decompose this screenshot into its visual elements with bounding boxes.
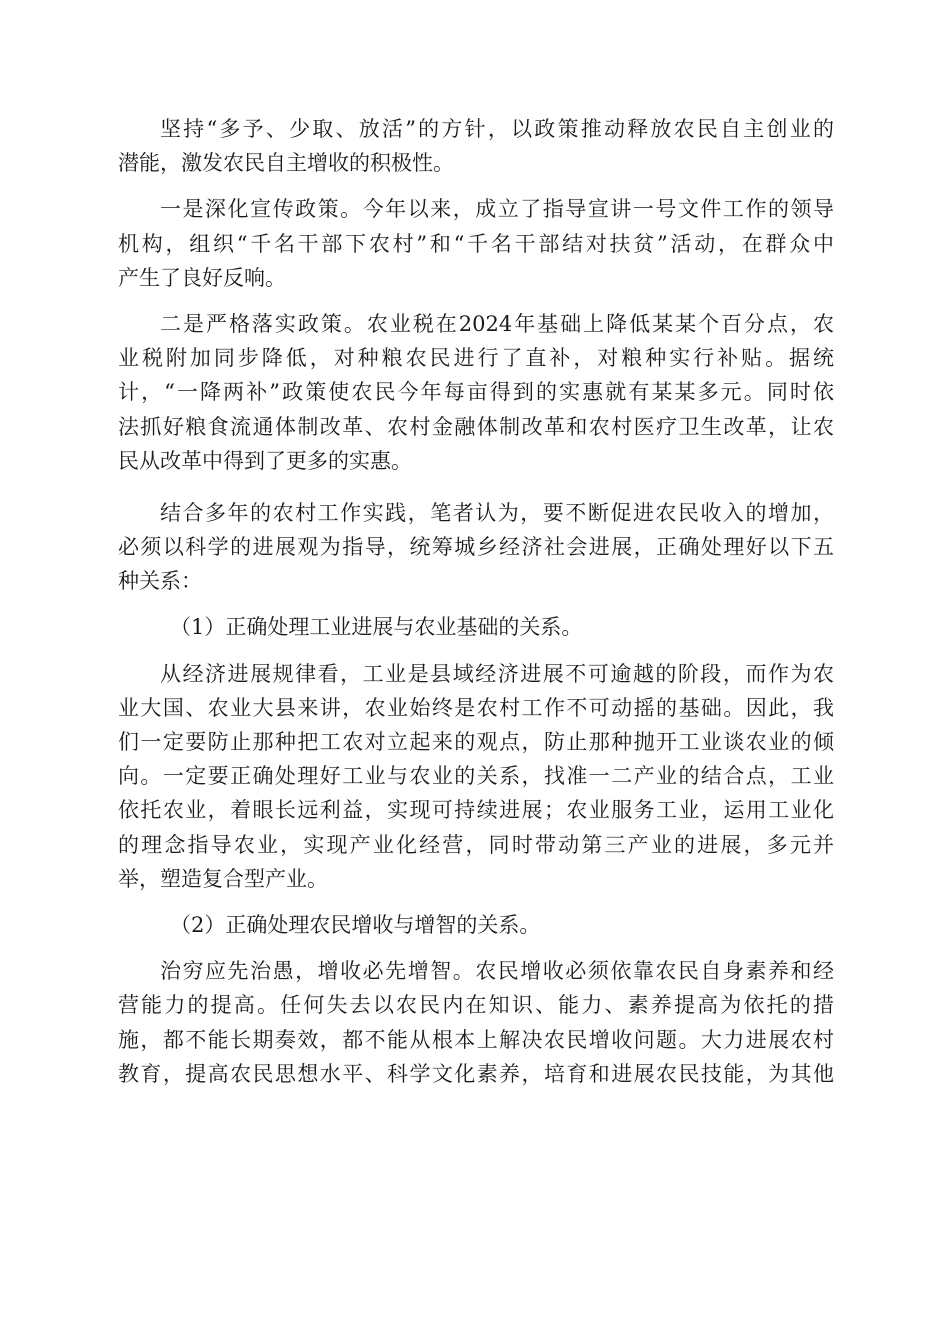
- text-line: 必须以科学的进展观为指导，统筹城乡经济社会进展，正确处理好以下五: [118, 535, 834, 560]
- text-line: 业税附加同步降低，对种粮农民进行了直补，对粮种实行补贴。据统: [118, 346, 834, 371]
- section-heading-1: [118, 610, 834, 644]
- text-line: 依托农业，着眼长远利益，实现可持续进展；农业服务工业，运用工业化: [118, 798, 834, 823]
- paragraph-gap: [118, 180, 834, 192]
- text-line: 计，“一降两补”政策使农民今年每亩得到的实惠就有某某多元。同时依: [118, 380, 834, 405]
- paragraph-policy-principle: [118, 112, 834, 180]
- text-line: 种关系：: [118, 569, 202, 594]
- text-line: 教育，提高农民思想水平、科学文化素养，培育和进展农民技能，为其他: [118, 1061, 834, 1086]
- text-line: 一是深化宣传政策。今年以来，成立了指导宣讲一号文件工作的领导: [160, 197, 834, 222]
- paragraph-gap: [118, 478, 834, 496]
- document-body: [118, 112, 834, 1091]
- paragraph-implement-policy: [118, 307, 834, 478]
- paragraph-five-relations-intro: [118, 496, 834, 599]
- text-line: 民从改革中得到了更多的实惠。: [118, 448, 412, 473]
- text-line: 们一定要防止那种把工农对立起来的观点，防止那种抛开工业谈农业的倾: [118, 730, 834, 754]
- text-line: 的理念指导农业，实现产业化经营，同时带动第三产业的进展，多元并: [118, 832, 834, 857]
- text-line: 举，塑造复合型产业。: [118, 866, 328, 891]
- heading-text: （2）正确处理农民增收与增智的关系。: [170, 912, 541, 937]
- text-line: 营能力的提高。任何失去以农民内在知识、能力、素养提高为依托的措: [118, 993, 834, 1018]
- text-line: 二是严格落实政策。农业税在2024年基础上降低某某个百分点，农: [160, 311, 834, 336]
- text-line: 法抓好粮食流通体制改革、农村金融体制改革和农村医疗卫生改革，让农: [118, 414, 834, 439]
- paragraph-gap: [118, 942, 834, 954]
- text-line: 业大国、农业大县来讲，农业始终是农村工作不可动摇的基础。因此，我: [118, 695, 834, 720]
- paragraph-gap: [118, 295, 834, 307]
- paragraph-gap: [118, 598, 834, 610]
- section-heading-2: [118, 908, 834, 942]
- text-line: 潜能，激发农民自主增收的积极性。: [118, 151, 454, 176]
- paragraph-gap: [118, 896, 834, 908]
- text-line: 机构，组织“千名干部下农村”和“千名干部结对扶贫”活动，在群众中: [118, 231, 834, 256]
- text-line: 施，都不能长期奏效，都不能从根本上解决农民增收问题。大力进展农村: [118, 1027, 834, 1052]
- text-line: 产生了良好反响。: [118, 265, 286, 290]
- text-line: 结合多年的农村工作实践，笔者认为，要不断促进农民收入的增加，: [160, 500, 834, 525]
- paragraph-publicize-policy: [118, 192, 834, 295]
- paragraph-gap: [118, 645, 834, 657]
- text-line: 向。一定要正确处理好工业与农业的关系，找准一二产业的结合点，工业: [118, 764, 834, 789]
- text-line: 从经济进展规律看，工业是县域经济进展不可逾越的阶段，而作为农: [160, 661, 834, 686]
- heading-text: （1）正确处理工业进展与农业基础的关系。: [170, 615, 583, 640]
- paragraph-industry-agriculture: [118, 657, 834, 896]
- text-line: 坚持“多予、少取、放活”的方针，以政策推动释放农民自主创业的: [160, 117, 834, 141]
- paragraph-income-and-wisdom: [118, 954, 834, 1091]
- text-line: 治穷应先治愚，增收必先增智。农民增收必须依靠农民自身素养和经: [160, 959, 834, 984]
